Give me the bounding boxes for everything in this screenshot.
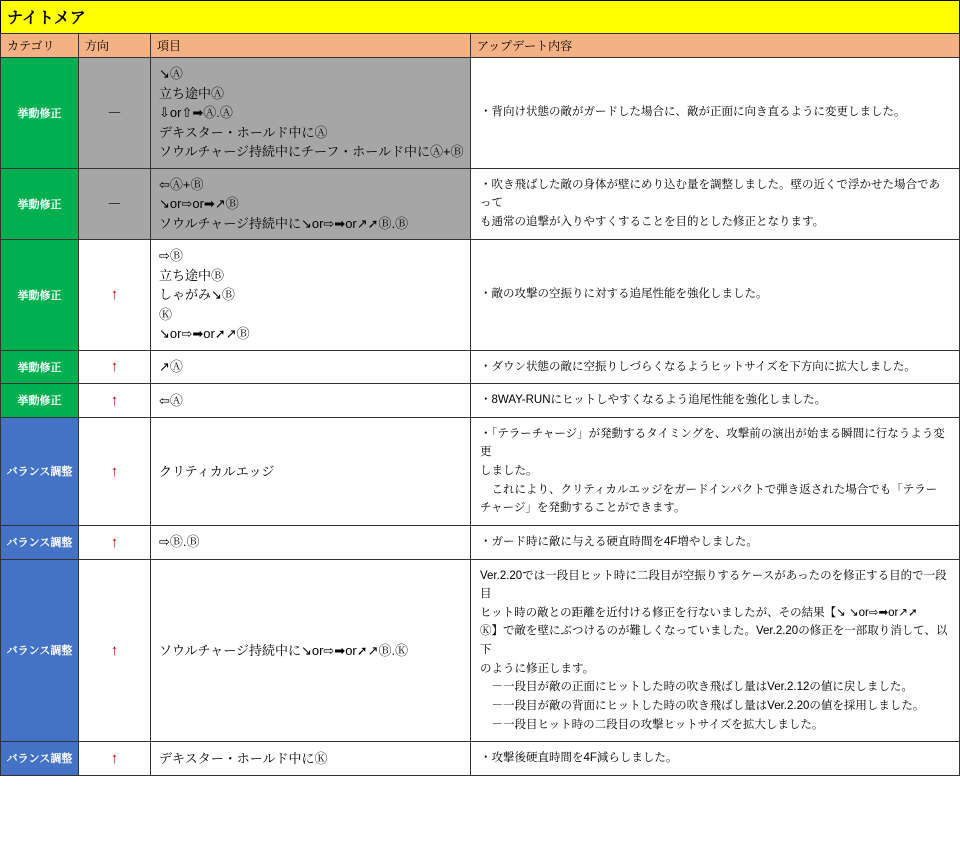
description-line: －一段目が敵の背面にヒットした時の吹き飛ばし量はVer.2.20の値を採用しました。: [480, 699, 925, 712]
column-header-update: アップデート内容: [471, 34, 960, 58]
description-line: ・敵の攻撃の空振りに対する追尾性能を強化しました。: [480, 288, 768, 301]
column-header-item: 項目: [151, 34, 471, 58]
cell-category: バランス調整: [1, 417, 79, 525]
cell-update-description: [471, 350, 960, 384]
column-header-direction: 方向: [79, 34, 151, 58]
cell-direction: ↑: [79, 525, 151, 559]
table-body: [1, 58, 960, 776]
cell-direction: ↑: [79, 417, 151, 525]
item-line: Ⓚ: [159, 306, 173, 322]
cell-update-description: [471, 168, 960, 240]
cell-update-description: [471, 384, 960, 418]
item-line: ⇨Ⓑ: [159, 248, 183, 263]
item-line: ⇦Ⓐ+Ⓑ: [159, 176, 204, 192]
description-line: ・攻撃後硬直時間を4F減らしました。: [480, 752, 678, 765]
table-row: [1, 168, 960, 240]
description-line: ヒット時の敵との距離を近付ける修正を行ないましたが、その結果【↘ ↘or⇨➡or↗➚: [480, 606, 918, 619]
patch-notes-table: [0, 33, 960, 776]
item-line: ↘or⇨➡or➚↗Ⓑ: [159, 326, 250, 341]
item-line: しゃがみ↘Ⓑ: [159, 287, 235, 302]
cell-direction: －: [79, 58, 151, 169]
item-line: デキスター・ホールド中にⓀ: [159, 750, 328, 766]
cell-direction: ↑: [79, 350, 151, 384]
cell-item: [151, 742, 471, 776]
description-line: Ⓚ】で敵を壁にぶつけるのが難しくなっていました。Ver.2.20の修正を一部取り消して、以下: [480, 625, 948, 656]
table-row: [1, 384, 960, 418]
item-line: ソウルチャージ持続中に↘or⇨➡or➚↗Ⓑ.Ⓚ: [159, 642, 409, 658]
cell-category: バランス調整: [1, 559, 79, 742]
item-line: ⇦Ⓐ: [159, 392, 183, 408]
description-line: ・吹き飛ばした敵の身体が壁にめり込む量を調整しました。壁の近くで浮かせた場合であって: [480, 178, 940, 210]
table-row: [1, 559, 960, 742]
cell-update-description: [471, 559, 960, 742]
cell-direction: ↑: [79, 384, 151, 418]
cell-item: [151, 58, 471, 169]
description-line: チャージ」を発動することができます。: [480, 502, 686, 515]
cell-item: [151, 350, 471, 384]
item-line: 立ち途中Ⓑ: [159, 267, 225, 283]
cell-direction: ↑: [79, 559, 151, 742]
description-line: ・「テラーチャージ」が発動するタイミングを、攻撃前の演出が始まる瞬間に行なうよう変更: [480, 427, 945, 459]
table-row: [1, 240, 960, 351]
description-line: ・8WAY-RUNにヒットしやすくなるよう追尾性能を強化しました。: [480, 394, 827, 407]
description-line: ・ガード時に敵に与える硬直時間を4F増やしました。: [480, 535, 758, 548]
cell-category: バランス調整: [1, 742, 79, 776]
description-line: －一段目が敵の正面にヒットした時の吹き飛ばし量はVer.2.12の値に戻しました。: [480, 681, 913, 694]
description-line: －一段目ヒット時の二段目の攻撃ヒットサイズを拡大しました。: [480, 718, 824, 731]
item-line: デキスター・ホールド中にⒶ: [159, 124, 328, 140]
cell-category: 挙動修正: [1, 168, 79, 240]
cell-item: [151, 168, 471, 240]
cell-item: [151, 240, 471, 351]
cell-category: 挙動修正: [1, 240, 79, 351]
cell-item: [151, 525, 471, 559]
description-line: のように修正します。: [480, 662, 595, 675]
table-row: [1, 58, 960, 169]
description-line: これにより、クリティカルエッジをガードインパクトで弾き返された場合でも「テラー: [480, 483, 938, 496]
cell-update-description: [471, 525, 960, 559]
item-line: ↘or⇨or➡↗Ⓑ: [159, 196, 239, 211]
cell-update-description: [471, 417, 960, 525]
cell-category: 挙動修正: [1, 350, 79, 384]
table-header-row: [1, 34, 960, 58]
cell-category: 挙動修正: [1, 384, 79, 418]
table-row: [1, 350, 960, 384]
description-line: ・背向け状態の敵がガードした場合に、敵が正面に向き直るように変更しました。: [480, 106, 906, 119]
table-row: [1, 525, 960, 559]
description-line: も通常の追撃が入りやすくすることを目的とした修正となります。: [480, 216, 825, 229]
cell-update-description: [471, 240, 960, 351]
table-row: [1, 417, 960, 525]
item-line: 立ち途中Ⓐ: [159, 85, 225, 101]
page-title: ナイトメア: [0, 0, 960, 33]
item-line: ソウルチャージ持続中に↘or⇨➡or↗➚Ⓑ.Ⓑ: [159, 215, 409, 231]
item-line: ソウルチャージ持続中にチーフ・ホールド中にⒶ+Ⓑ: [159, 144, 464, 159]
item-line: ⇩or⇧➡Ⓐ.Ⓐ: [159, 105, 233, 120]
cell-category: バランス調整: [1, 525, 79, 559]
item-line: ↘Ⓐ: [159, 66, 183, 81]
table-row: [1, 742, 960, 776]
item-line: クリティカルエッジ: [159, 463, 275, 479]
description-line: しました。: [480, 465, 538, 477]
cell-item: [151, 559, 471, 742]
description-line: Ver.2.20では一段目ヒット時に二段目が空振りするケースがあったのを修正する目的で一段目: [480, 569, 947, 601]
cell-item: [151, 384, 471, 418]
item-line: ↗Ⓐ: [159, 359, 183, 375]
cell-direction: ↑: [79, 240, 151, 351]
item-line: ⇨Ⓑ.Ⓑ: [159, 534, 200, 550]
cell-update-description: [471, 742, 960, 776]
cell-direction: －: [79, 168, 151, 240]
cell-direction: ↑: [79, 742, 151, 776]
cell-item: [151, 417, 471, 525]
description-line: ・ダウン状態の敵に空振りしづらくなるようヒットサイズを下方向に拡大しました。: [480, 360, 916, 373]
cell-category: 挙動修正: [1, 58, 79, 169]
cell-update-description: [471, 58, 960, 169]
column-header-category: カテゴリ: [1, 34, 79, 58]
